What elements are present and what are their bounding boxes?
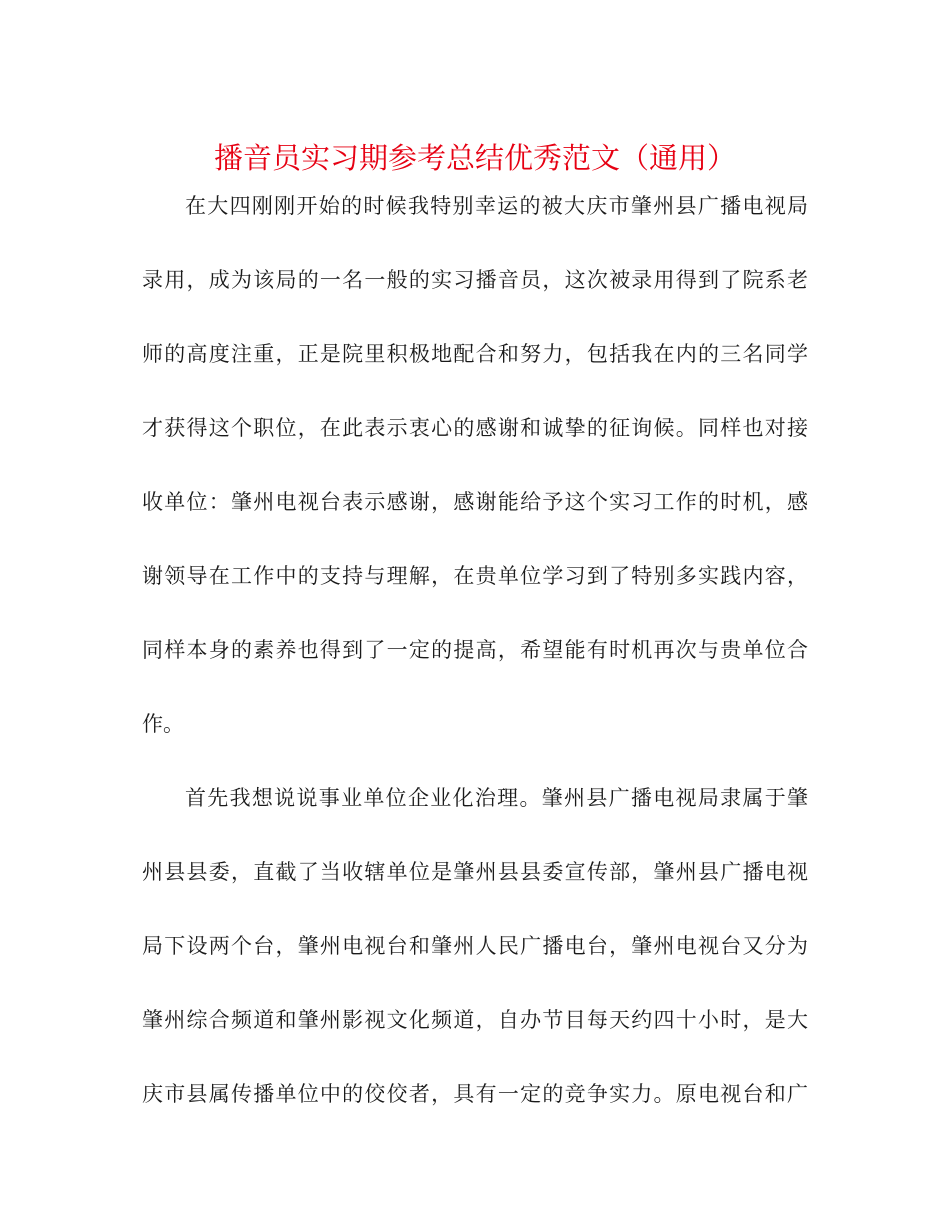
text-line: 首先我想说说事业单位企业化治理。肇州县广播电视局隶属于肇 (185, 786, 808, 810)
paragraph-2 (142, 778, 808, 1148)
text-line: 师的高度注重，正是院里积极地配合和努力，包括我在内的三名同学 (142, 342, 808, 366)
text-line: 肇州综合频道和肇州影视文化频道，自办节目每天约四十小时，是大 (142, 1008, 808, 1032)
paragraph-1 (142, 186, 808, 778)
text-line: 收单位：肇州电视台表示感谢，感谢能给予这个实习工作的时机，感 (142, 490, 808, 514)
text-line: 在大四刚刚开始的时候我特别幸运的被大庆市肇州县广播电视局 (185, 194, 808, 218)
document-body (142, 186, 808, 1148)
text-line: 同样本身的素养也得到了一定的提高，希望能有时机再次与贵单位合 (142, 638, 808, 662)
text-line: 才获得这个职位，在此表示衷心的感谢和诚挚的征询候。同样也对接 (142, 416, 808, 440)
text-line: 局下设两个台，肇州电视台和肇州人民广播电台，肇州电视台又分为 (142, 934, 808, 958)
text-line: 庆市县属传播单位中的佼佼者，具有一定的竞争实力。原电视台和广 (142, 1082, 808, 1106)
text-line: 谢领导在工作中的支持与理解，在贵单位学习到了特别多实践内容， (142, 564, 808, 588)
text-line: 录用，成为该局的一名一般的实习播音员，这次被录用得到了院系老 (142, 268, 808, 292)
text-line: 作。 (142, 712, 184, 736)
text-line: 州县县委，直截了当收辖单位是肇州县县委宣传部，肇州县广播电视 (142, 860, 808, 884)
document-title: 播音员实习期参考总结优秀范文（通用） (213, 141, 736, 175)
